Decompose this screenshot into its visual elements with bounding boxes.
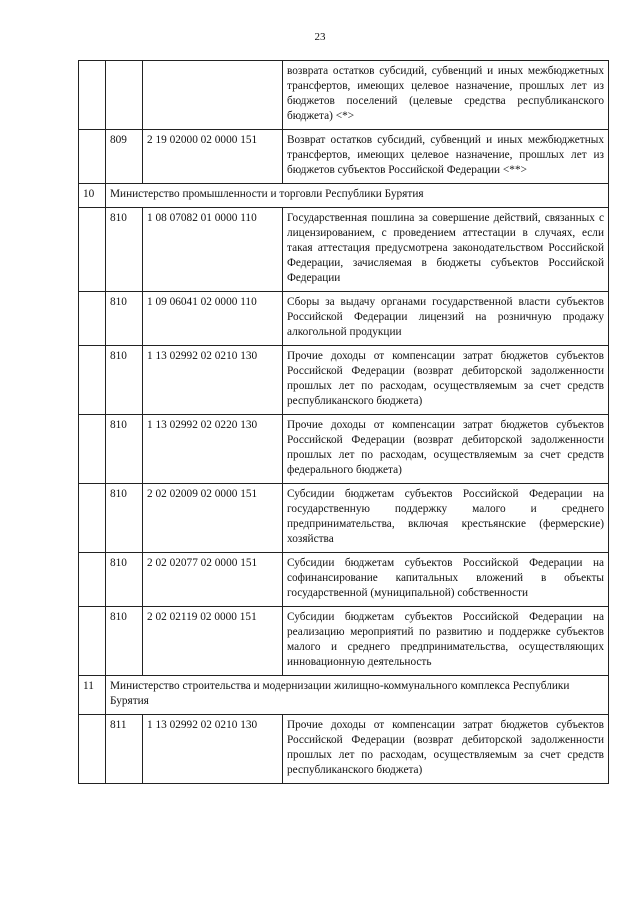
admin-code: 810 bbox=[106, 553, 143, 607]
revenue-code: 2 02 02077 02 0000 151 bbox=[143, 553, 283, 607]
revenue-description: Субсидии бюджетам субъектов Российской Федерации на реализацию мероприятий по развитию и поддержке субъектов малого и среднего предпринимательства, осуществляющих инновационную деятельность bbox=[283, 607, 609, 676]
row-number bbox=[79, 292, 106, 346]
row-number: 10 bbox=[79, 184, 106, 208]
table-row bbox=[79, 130, 609, 184]
row-number bbox=[79, 607, 106, 676]
row-number bbox=[79, 553, 106, 607]
revenue-codes-table bbox=[78, 60, 609, 784]
ministry-name: Министерство строительства и модернизации жилищно-коммунального комплекса Республики Бурятия bbox=[106, 676, 609, 715]
revenue-code: 1 08 07082 01 0000 110 bbox=[143, 208, 283, 292]
table-body bbox=[79, 61, 609, 784]
row-number: 11 bbox=[79, 676, 106, 715]
ministry-row bbox=[79, 184, 609, 208]
admin-code: 810 bbox=[106, 208, 143, 292]
revenue-code bbox=[143, 61, 283, 130]
revenue-description: возврата остатков субсидий, субвенций и иных межбюджетных трансфертов, имеющих целевое назначение, прошлых лет из бюджетов поселений (целевые средства республиканского бюджета) <*> bbox=[283, 61, 609, 130]
row-number bbox=[79, 130, 106, 184]
revenue-description: Прочие доходы от компенсации затрат бюджетов субъектов Российской Федерации (возврат дебиторской задолженности прошлых лет по расходам, осуществляемым за счет средств республиканского бюджета) bbox=[283, 346, 609, 415]
revenue-code: 1 13 02992 02 0210 130 bbox=[143, 346, 283, 415]
revenue-description: Прочие доходы от компенсации затрат бюджетов субъектов Российской Федерации (возврат дебиторской задолженности прошлых лет по расходам, осуществляемым за счет средств республиканского бюджета) bbox=[283, 715, 609, 784]
revenue-code: 1 13 02992 02 0220 130 bbox=[143, 415, 283, 484]
table-row bbox=[79, 346, 609, 415]
admin-code: 810 bbox=[106, 415, 143, 484]
row-number bbox=[79, 484, 106, 553]
admin-code: 810 bbox=[106, 346, 143, 415]
revenue-code: 2 02 02119 02 0000 151 bbox=[143, 607, 283, 676]
admin-code: 811 bbox=[106, 715, 143, 784]
table-row bbox=[79, 607, 609, 676]
table-row bbox=[79, 484, 609, 553]
table-row bbox=[79, 715, 609, 784]
revenue-description: Государственная пошлина за совершение действий, связанных с лицензированием, с проведением аттестации в случаях, если такая аттестация предусмотрена законодательством Российской Федерации, зачисляемая в бюджеты субъектов Российской Федерации bbox=[283, 208, 609, 292]
ministry-row bbox=[79, 676, 609, 715]
page-number: 23 bbox=[314, 31, 326, 43]
revenue-code: 1 13 02992 02 0210 130 bbox=[143, 715, 283, 784]
revenue-description: Сборы за выдачу органами государственной власти субъектов Российской Федерации лицензий на розничную продажу алкогольной продукции bbox=[283, 292, 609, 346]
revenue-code: 1 09 06041 02 0000 110 bbox=[143, 292, 283, 346]
table-row bbox=[79, 553, 609, 607]
admin-code: 810 bbox=[106, 607, 143, 676]
revenue-description: Субсидии бюджетам субъектов Российской Федерации на софинансирование капитальных вложений в объекты государственной (муниципальной) собственности bbox=[283, 553, 609, 607]
table-row bbox=[79, 208, 609, 292]
revenue-code: 2 02 02009 02 0000 151 bbox=[143, 484, 283, 553]
admin-code: 809 bbox=[106, 130, 143, 184]
row-number bbox=[79, 715, 106, 784]
admin-code: 810 bbox=[106, 292, 143, 346]
admin-code bbox=[106, 61, 143, 130]
row-number bbox=[79, 346, 106, 415]
table-row bbox=[79, 415, 609, 484]
revenue-description: Прочие доходы от компенсации затрат бюджетов субъектов Российской Федерации (возврат дебиторской задолженности прошлых лет по расходам, осуществляемым за счет средств федерального бюджета) bbox=[283, 415, 609, 484]
revenue-description: Возврат остатков субсидий, субвенций и иных межбюджетных трансфертов, имеющих целевое назначение, прошлых лет из бюджетов субъектов Российской Федерации <**> bbox=[283, 130, 609, 184]
table-row bbox=[79, 292, 609, 346]
row-number bbox=[79, 208, 106, 292]
revenue-description: Субсидии бюджетам субъектов Российской Федерации на государственную поддержку малого и среднего предпринимательства, включая крестьянские (фермерские) хозяйства bbox=[283, 484, 609, 553]
row-number bbox=[79, 61, 106, 130]
row-number bbox=[79, 415, 106, 484]
table-row bbox=[79, 61, 609, 130]
revenue-code: 2 19 02000 02 0000 151 bbox=[143, 130, 283, 184]
ministry-name: Министерство промышленности и торговли Республики Бурятия bbox=[106, 184, 609, 208]
admin-code: 810 bbox=[106, 484, 143, 553]
